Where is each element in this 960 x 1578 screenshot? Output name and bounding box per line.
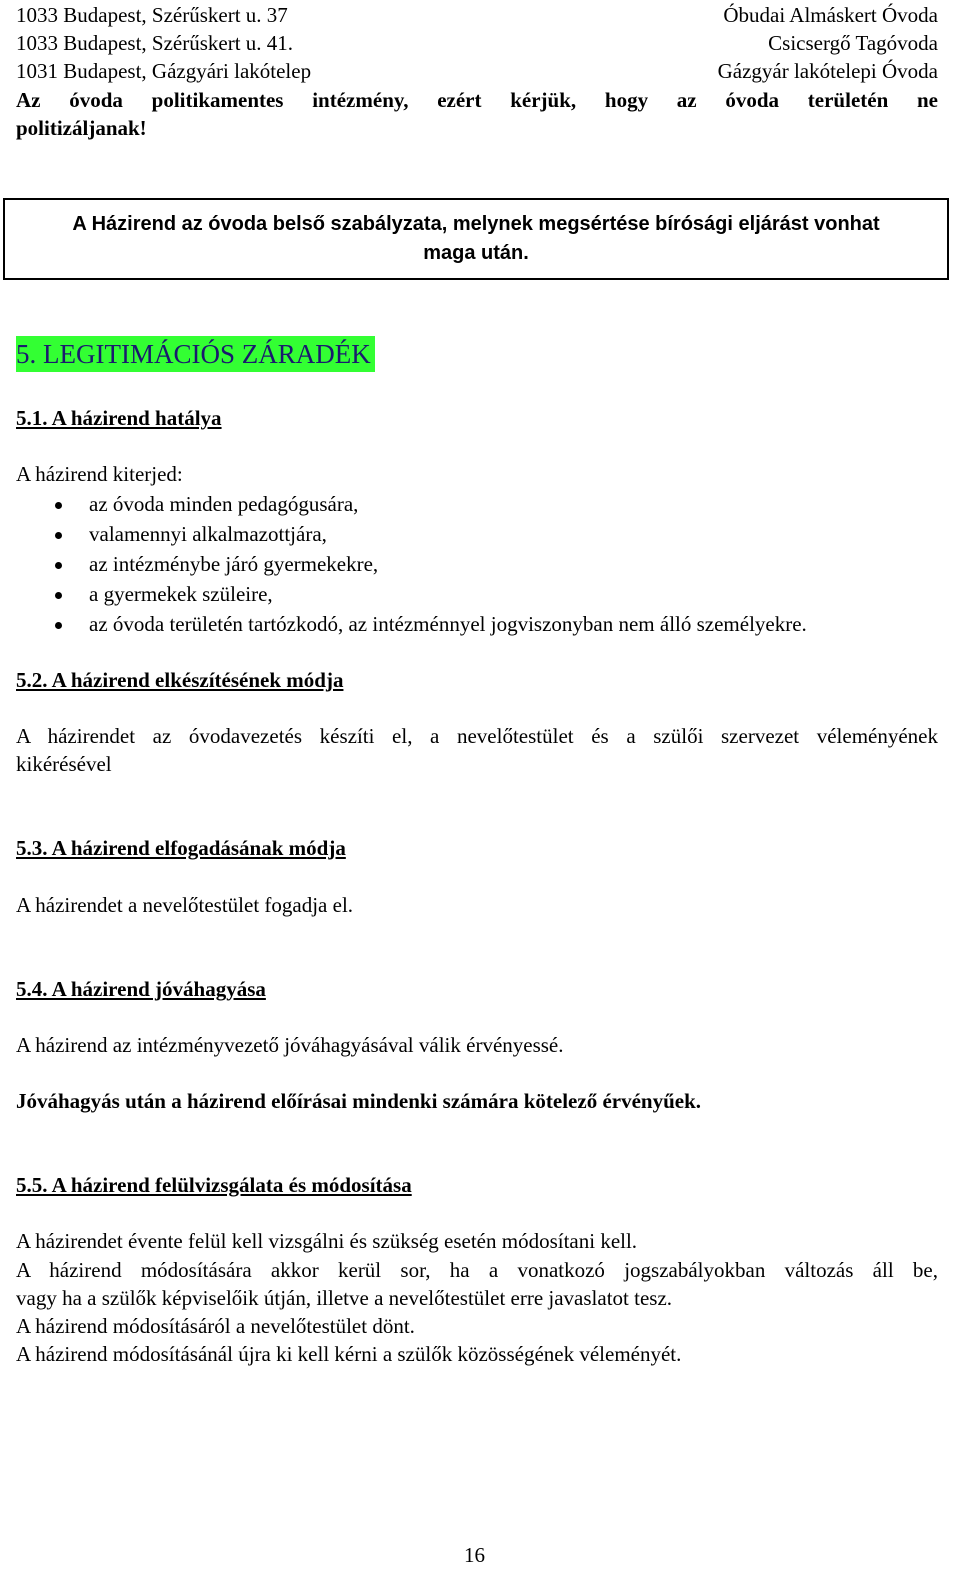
notice-line-2: maga után. bbox=[423, 242, 529, 264]
kindergarten-name-2: Csicsergő Tagóvoda bbox=[768, 31, 938, 55]
kindergarten-name-1: Óbudai Almáskert Óvoda bbox=[723, 3, 938, 27]
s54-text: A házirend az intézményvezető jóváhagyásával válik érvényessé. bbox=[16, 1033, 564, 1057]
s52-text-line-1: A házirendet az óvodavezetés készíti el, a nevelőtestület és a szülői szervezet véleményének bbox=[16, 724, 938, 748]
scope-item-1: az óvoda minden pedagógusára, bbox=[89, 492, 359, 516]
bullet-icon bbox=[55, 502, 62, 509]
heading-5-5: 5.5. A házirend felülvizsgálata és módosítása bbox=[16, 1173, 412, 1197]
scope-intro: A házirend kiterjed: bbox=[16, 462, 183, 486]
heading-5-2: 5.2. A házirend elkészítésének módja bbox=[16, 668, 344, 692]
scope-item-4: a gyermekek szüleire, bbox=[89, 582, 273, 606]
scope-item-5: az óvoda területén tartózkodó, az intézménnyel jogviszonyban nem álló személyekre. bbox=[89, 612, 807, 636]
house-rules-notice-box bbox=[3, 198, 949, 280]
address-1: 1033 Budapest, Szérűskert u. 37 bbox=[16, 3, 288, 27]
s55-text-line-5: A házirend módosításánál újra ki kell kérni a szülők közösségének véleményét. bbox=[16, 1342, 682, 1366]
s55-text-line-2: A házirend módosítására akkor kerül sor, ha a vonatkozó jogszabályokban változás áll be, bbox=[16, 1258, 938, 1282]
kindergarten-name-3: Gázgyár lakótelepi Óvoda bbox=[717, 59, 938, 83]
bullet-icon bbox=[55, 532, 62, 539]
heading-5-4: 5.4. A házirend jóváhagyása bbox=[16, 977, 266, 1001]
politics-notice-line-1: Az óvoda politikamentes intézmény, ezért kérjük, hogy az óvoda területén ne bbox=[16, 88, 938, 112]
address-3: 1031 Budapest, Gázgyári lakótelep bbox=[16, 59, 312, 83]
heading-5-3: 5.3. A házirend elfogadásának módja bbox=[16, 836, 346, 860]
bullet-icon bbox=[55, 562, 62, 569]
header-row-2 bbox=[16, 31, 938, 56]
s55-text-line-4: A házirend módosításáról a nevelőtestület dönt. bbox=[16, 1314, 415, 1338]
s52-text-line-2: kikérésével bbox=[16, 752, 112, 776]
bullet-icon bbox=[55, 622, 62, 629]
s55-text-line-3: vagy ha a szülők képviselőik útján, illetve a nevelőtestület erre javaslatot tesz. bbox=[16, 1286, 673, 1310]
s55-text-line-1: A házirendet évente felül kell vizsgálni és szükség esetén módosítani kell. bbox=[16, 1229, 638, 1253]
scope-item-3: az intézménybe járó gyermekekre, bbox=[89, 552, 379, 576]
header-row-3 bbox=[16, 59, 938, 84]
heading-5-1: 5.1. A házirend hatálya bbox=[16, 406, 222, 430]
scope-item-2: valamennyi alkalmazottjára, bbox=[89, 522, 327, 546]
s53-text: A házirendet a nevelőtestület fogadja el. bbox=[16, 893, 354, 917]
section-title: 5. LEGITIMÁCIÓS ZÁRADÉK bbox=[16, 336, 375, 372]
politics-notice-line-2: politizáljanak! bbox=[16, 116, 147, 140]
page-number: 16 bbox=[464, 1543, 485, 1567]
bullet-icon bbox=[55, 592, 62, 599]
s54-bold-text: Jóváhagyás után a házirend előírásai mindenki számára kötelező érvényűek. bbox=[16, 1089, 702, 1113]
address-2: 1033 Budapest, Szérűskert u. 41. bbox=[16, 31, 294, 55]
notice-line-1: A Házirend az óvoda belső szabályzata, melynek megsértése bírósági eljárást vonhat bbox=[72, 213, 880, 235]
header-row-1 bbox=[16, 3, 938, 28]
